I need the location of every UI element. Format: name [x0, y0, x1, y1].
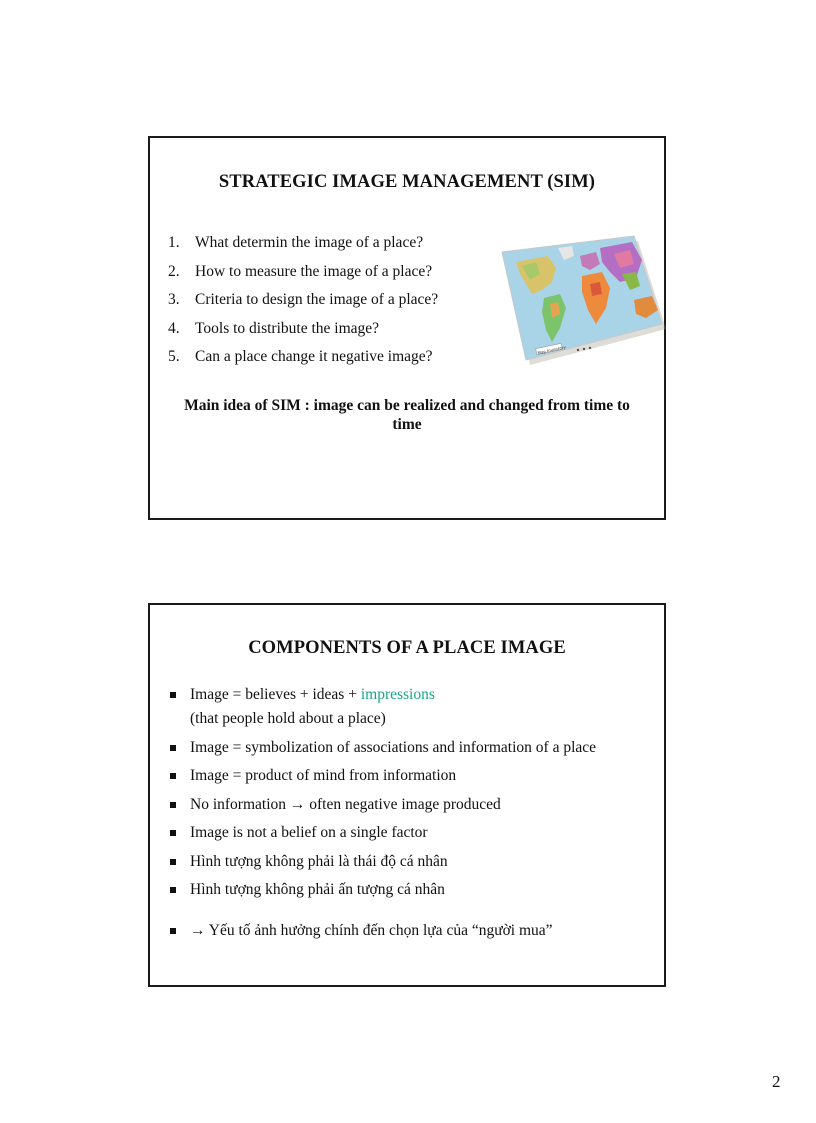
list-item: [170, 878, 650, 902]
arrow-right-icon: →: [289, 795, 306, 813]
list-subtext: (that people hold about a place): [190, 710, 386, 727]
bullet-icon: [170, 802, 176, 808]
list-item: [170, 850, 650, 874]
list-item: [170, 793, 650, 817]
world-map-image: [486, 234, 666, 370]
list-number: 3.: [168, 291, 180, 308]
list-number: 2.: [168, 262, 180, 280]
text-segment: often negative image produced: [305, 795, 501, 813]
list-text: How to measure the image of a place?: [195, 262, 433, 280]
bullet-icon: [170, 773, 176, 779]
highlighted-word: impressions: [360, 686, 435, 703]
main-idea-line: Main idea of SIM : image can be realized and changed from time to: [184, 397, 630, 414]
arrow-right-icon: →: [190, 922, 206, 939]
list-item: [170, 821, 650, 845]
bullet-icon: [170, 692, 176, 698]
slide-title: COMPONENTS OF A PLACE IMAGE: [248, 638, 566, 658]
main-idea-line: time: [392, 416, 422, 433]
bullet-list: [170, 683, 650, 948]
slide-title: STRATEGIC IMAGE MANAGEMENT (SIM): [218, 172, 596, 192]
list-item: [170, 919, 650, 943]
list-item: [168, 263, 438, 292]
text-segment: No information: [190, 795, 290, 813]
list-number: 5.: [168, 348, 180, 365]
slide-strategic-image-management: [148, 136, 666, 520]
list-text: Tools to distribute the image?: [195, 319, 380, 337]
bullet-icon: [170, 745, 176, 751]
list-text: Hình tượng không phải ấn tượng cá nhân: [190, 881, 445, 898]
list-text: [190, 919, 553, 943]
list-item: [168, 291, 438, 320]
list-text: Criteria to design the image of a place?: [195, 291, 439, 308]
list-text: What determin the image of a place?: [195, 234, 424, 251]
list-text: [190, 793, 501, 817]
page-number: 2: [772, 1072, 781, 1091]
list-item: [170, 764, 650, 788]
text-segment: Yếu tố ảnh hưởng chính đến chọn lựa của “người mua”: [205, 922, 553, 939]
list-text: [190, 683, 435, 731]
world-map-icon: [486, 234, 666, 370]
bullet-icon: [170, 887, 176, 893]
list-text: Hình tượng không phải là thái độ cá nhân: [190, 852, 448, 870]
list-text: Image = symbolization of associations and information of a place: [190, 738, 597, 756]
text-segment: Image = believes + ideas +: [190, 686, 361, 703]
bullet-icon: [170, 928, 176, 934]
list-text: Can a place change it negative image?: [195, 348, 433, 365]
map-label: Map Inventory: [537, 344, 567, 356]
main-idea-text: [164, 396, 650, 434]
bullet-icon: [170, 859, 176, 865]
list-text: Image = product of mind from information: [190, 767, 457, 784]
list-item: [168, 320, 438, 349]
list-item: [170, 736, 650, 760]
bullet-icon: [170, 830, 176, 836]
list-item: [168, 234, 438, 263]
list-number: 1.: [168, 234, 180, 251]
question-list: [168, 234, 438, 377]
list-item: [168, 348, 438, 377]
slide-components-of-place-image: [148, 603, 666, 987]
list-item: [170, 683, 650, 731]
list-number: 4.: [168, 319, 180, 337]
list-text: Image is not a belief on a single factor: [190, 824, 428, 841]
